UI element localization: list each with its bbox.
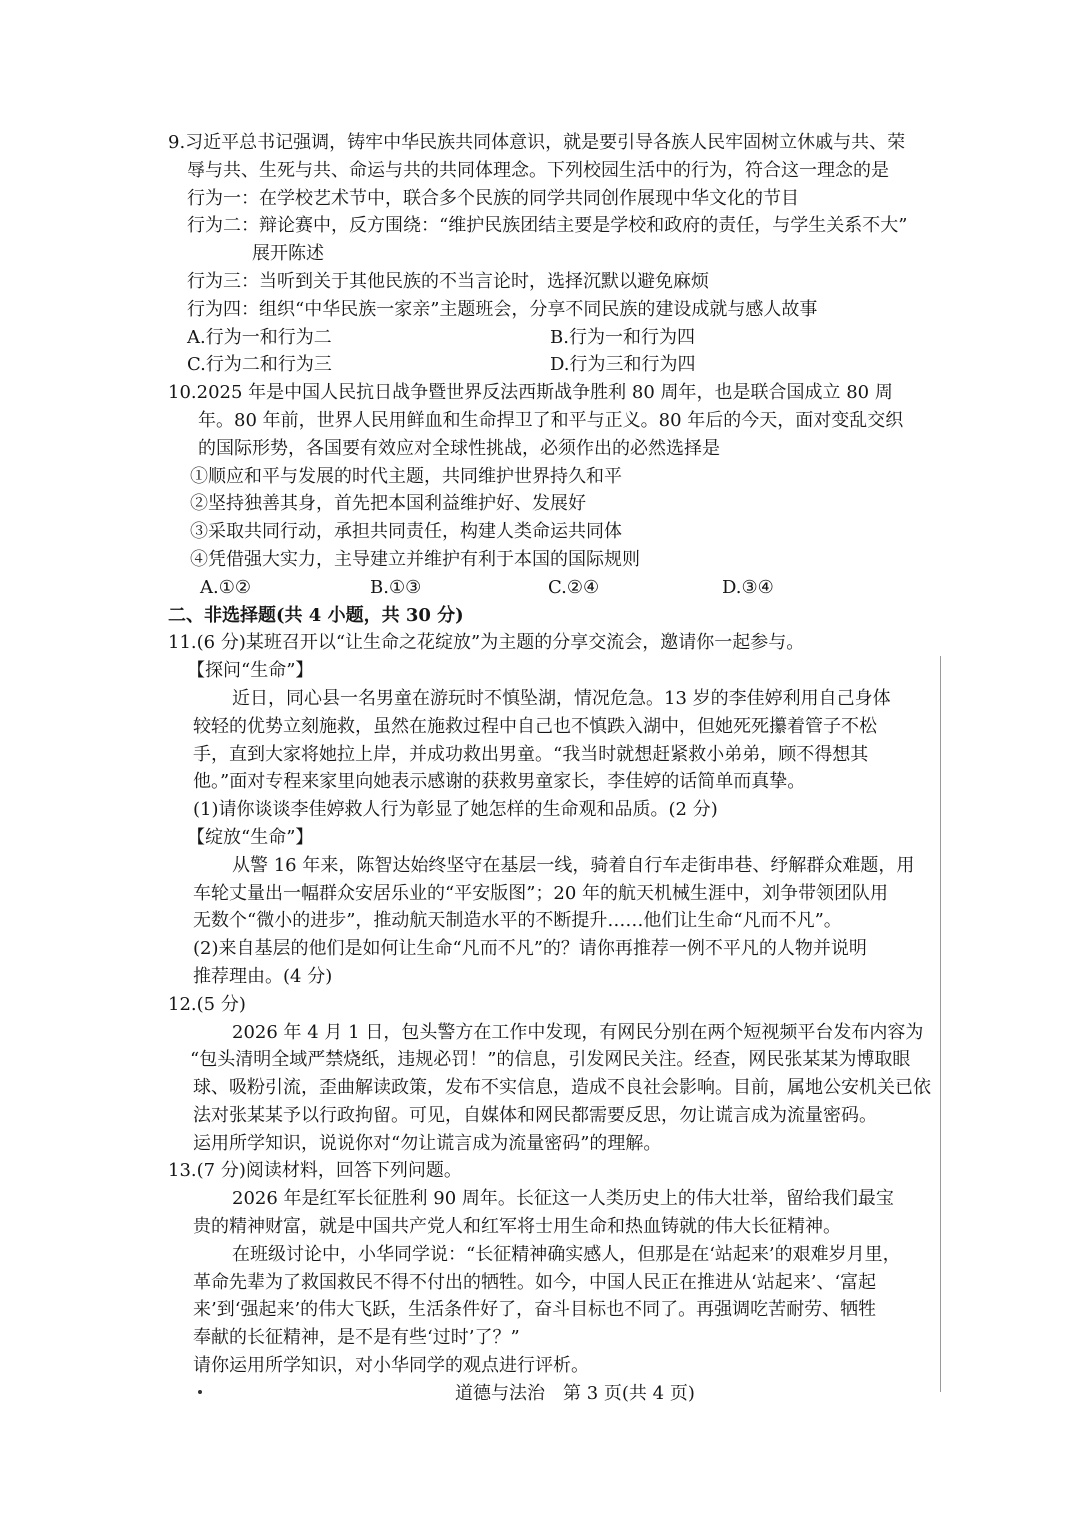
behavior-2-continuation: 展开陈述 <box>252 243 324 265</box>
question-10-option-c: C.②④ <box>548 576 600 598</box>
behavior-3: 行为三：当听到关于其他民族的不当言论时，选择沉默以避免麻烦 <box>187 270 709 292</box>
question-10-stem-line-3: 的国际形势，各国要有效应对全球性挑战，必须作出的必然选择是 <box>198 437 720 459</box>
part-2-heading: 【绽放“生命”】 <box>187 826 314 848</box>
question-13 <box>0 1157 1080 1379</box>
part-1-material-line-2: 较轻的优势立刻施救，虽然在施救过程中自己也不慎跌入湖中，但她死死攥着管子不松 <box>193 715 877 737</box>
question-9-stem-line-2: 辱与共、生死与共、命运与共的共同体理念。下列校园生活中的行为，符合这一理念的是 <box>187 159 889 181</box>
question-12 <box>0 991 1080 1158</box>
question-9-option-d: D.行为三和行为四 <box>550 354 696 376</box>
question-10 <box>0 379 1080 601</box>
question-11 <box>0 629 1080 990</box>
footer-subject: 道德与法治 <box>455 1383 545 1404</box>
question-12-material-line-4: 法对张某某予以行政拘留。可见，自媒体和网民都需要反思，勿让谎言成为流量密码。 <box>193 1104 877 1126</box>
exam-page <box>0 129 1080 1380</box>
section-2-title: 二、非选择题(共 4 小题，共 30 分) <box>168 604 464 626</box>
behavior-1: 行为一：在学校艺术节中，联合多个民族的同学共同创作展现中华文化的节目 <box>187 187 799 209</box>
statement-4: ④凭借强大实力，主导建立并维护有利于本国的国际规则 <box>190 548 640 570</box>
question-13-material-line-5: 来’到‘强起来’的伟大飞跃，生活条件好了，奋斗目标也不同了。再强调吃苦耐劳、牺牲 <box>193 1299 877 1321</box>
question-10-stem-line-2: 年。80 年前，世界人民用鲜血和生命捍卫了和平与正义。80 年后的今天，面对变乱交织 <box>198 409 904 431</box>
behavior-2: 行为二：辩论赛中，反方围绕：“维护民族团结主要是学校和政府的责任，与学生关系不大” <box>187 215 908 237</box>
part-2-question-line-2: 推荐理由。(4 分) <box>193 965 333 987</box>
statement-2: ②坚持独善其身，首先把本国利益维护好、发展好 <box>190 493 586 515</box>
question-9-options-row-2 <box>0 351 1080 379</box>
question-13-material-line-2: 贵的精神财富，就是中国共产党人和红军将士用生命和热血铸就的伟大长征精神。 <box>193 1216 841 1238</box>
question-12-question: 运用所学知识，说说你对“勿让谎言成为流量密码”的理解。 <box>193 1132 662 1154</box>
question-10-stem-line-1: 10.2025 年是中国人民抗日战争暨世界反法西斯战争胜利 80 周年，也是联合国成立 80 周 <box>168 382 893 404</box>
behavior-4: 行为四：组织“中华民族一家亲”主题班会，分享不同民族的建设成就与感人故事 <box>187 298 818 320</box>
question-13-material-line-4: 革命先辈为了救国救民不得不付出的牺牲。如今，中国人民正在推进从‘站起来’、‘富起 <box>193 1271 877 1293</box>
question-9-option-c: C.行为二和行为三 <box>187 354 332 376</box>
question-10-option-b: B.①③ <box>370 576 422 598</box>
footer-page-number: 第 3 页(共 4 页) <box>563 1383 695 1404</box>
question-12-material-line-3: 球、吸粉引流，歪曲解读政策，发布不实信息，造成不良社会影响。目前，属地公安机关已依 <box>193 1077 931 1099</box>
answer-area-border <box>940 656 941 1392</box>
statement-3: ③采取共同行动，承担共同责任，构建人类命运共同体 <box>190 521 622 543</box>
question-9-option-b: B.行为一和行为四 <box>550 326 695 348</box>
question-9-stem-line-1: 9.习近平总书记强调，铸牢中华民族共同体意识，就是要引导各族人民牢固树立休戚与共、荣 <box>168 132 906 153</box>
part-1-heading: 【探问“生命”】 <box>187 660 314 682</box>
question-10-option-d: D.③④ <box>722 576 774 598</box>
question-9-option-a: A.行为一和行为二 <box>187 326 332 348</box>
question-13-material-line-1: 2026 年是红军长征胜利 90 周年。长征这一人类历史上的伟大壮举，留给我们最宝 <box>232 1188 894 1210</box>
page-footer <box>455 1380 695 1407</box>
question-13-material-line-6: 奉献的长征精神，是不是有些‘过时’了？” <box>193 1327 520 1349</box>
part-2-question-line-1: (2)来自基层的他们是如何让生命“凡而不凡”的？请你再推荐一例不平凡的人物并说明 <box>193 938 867 960</box>
part-1-material-line-1: 近日，同心县一名男童在游玩时不慎坠湖，情况危急。13 岁的李佳婷利用自己身体 <box>232 687 891 709</box>
part-2-material-line-3: 无数个“微小的进步”，推动航天制造水平的不断提升……他们让生命“凡而不凡”。 <box>193 910 842 932</box>
part-1-material-line-4: 他。”面对专程来家里向她表示感谢的获救男童家长，李佳婷的话简单而真挚。 <box>193 771 806 793</box>
question-12-material-line-2: “包头清明全域严禁烧纸，违规必罚！”的信息，引发网民关注。经查，网民张某某为博取眼 <box>190 1049 911 1071</box>
question-10-options-row <box>0 574 1080 602</box>
part-2-material-line-2: 车轮丈量出一幅群众安居乐业的“平安版图”；20 年的航天机械生涯中，刘争带领团队用 <box>193 882 889 904</box>
question-9-options-row-1 <box>0 324 1080 352</box>
question-12-material-line-1: 2026 年 4 月 1 日，包头警方在工作中发现，有网民分别在两个短视频平台发布内容为 <box>232 1021 924 1043</box>
statement-1: ①顺应和平与发展的时代主题，共同维护世界持久和平 <box>190 465 622 487</box>
part-1-material-line-3: 手，直到大家将她拉上岸，并成功救出男童。“我当时就想赶紧救小弟弟，顾不得想其 <box>193 743 869 765</box>
question-11-stem: 11.(6 分)某班召开以“让生命之花绽放”为主题的分享交流会，邀请你一起参与。 <box>168 632 805 654</box>
question-9 <box>0 129 1080 379</box>
question-13-question: 请你运用所学知识，对小华同学的观点进行评析。 <box>193 1355 589 1377</box>
question-10-option-a: A.①② <box>200 576 251 598</box>
question-12-stem: 12.(5 分) <box>168 993 246 1015</box>
part-1-question: (1)请你谈谈李佳婷救人行为彰显了她怎样的生命观和品质。(2 分) <box>193 799 718 821</box>
scan-speck <box>198 1390 202 1394</box>
question-13-material-line-3: 在班级讨论中，小华同学说：“长征精神确实感人，但那是在‘站起来’的艰难岁月里， <box>232 1243 901 1265</box>
question-13-stem: 13.(7 分)阅读材料，回答下列问题。 <box>168 1160 462 1182</box>
part-2-material-line-1: 从警 16 年来，陈智达始终坚守在基层一线，骑着自行车走街串巷、纾解群众难题，用 <box>232 854 915 876</box>
